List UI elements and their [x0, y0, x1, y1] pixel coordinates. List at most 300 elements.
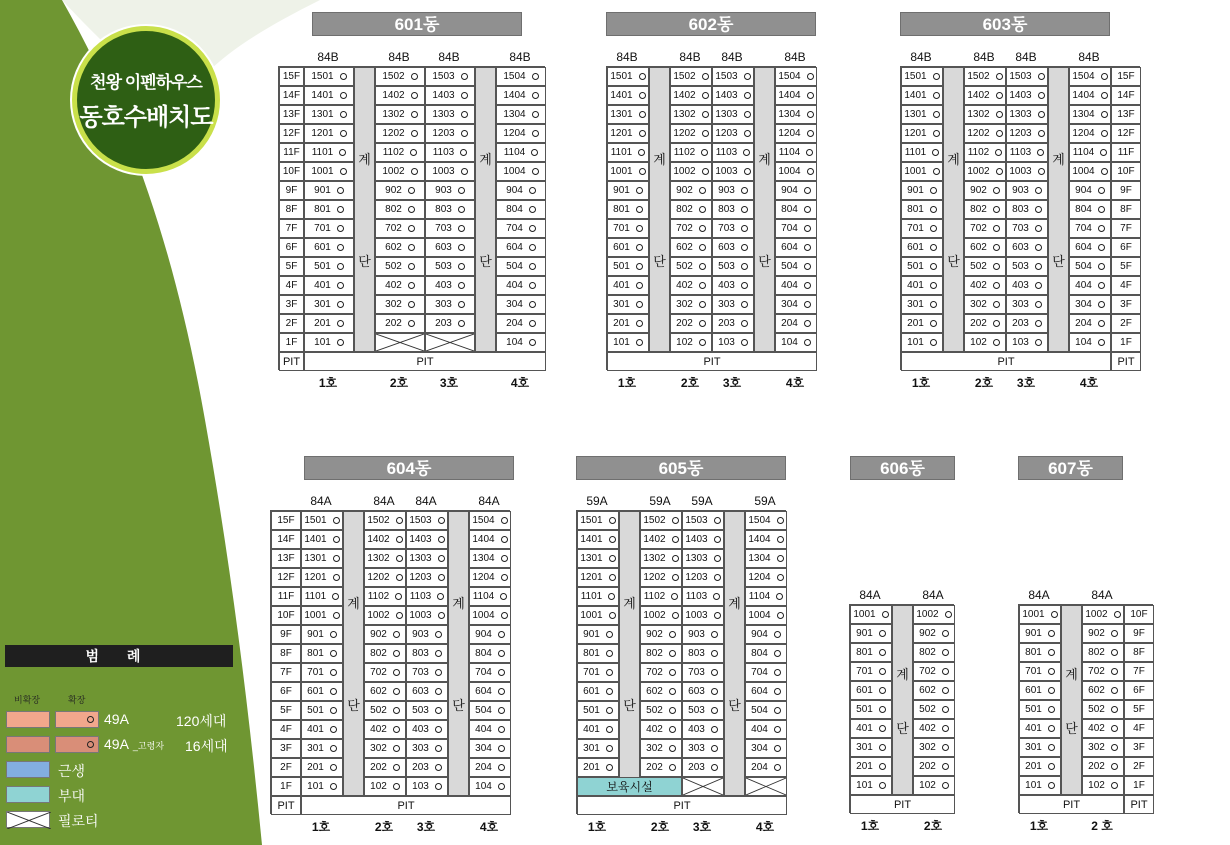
unit-cell[interactable] — [964, 276, 1006, 295]
unit-cell[interactable] — [670, 257, 712, 276]
unit-cell[interactable] — [496, 67, 546, 86]
unit-cell[interactable] — [577, 758, 619, 777]
unit-cell[interactable] — [640, 682, 682, 701]
unit-cell[interactable] — [640, 549, 682, 568]
unit-cell[interactable] — [712, 200, 754, 219]
unit-cell[interactable] — [406, 720, 448, 739]
unit-cell[interactable] — [469, 739, 511, 758]
unit-cell[interactable] — [1069, 67, 1111, 86]
unit-cell[interactable] — [745, 625, 787, 644]
unit-cell[interactable] — [577, 720, 619, 739]
unit-cell[interactable] — [301, 530, 343, 549]
unit-cell[interactable] — [964, 162, 1006, 181]
unit-cell[interactable] — [1006, 124, 1048, 143]
unit-cell[interactable] — [375, 257, 425, 276]
unit-cell[interactable] — [712, 86, 754, 105]
unit-cell[interactable] — [1006, 238, 1048, 257]
unit-cell[interactable] — [640, 606, 682, 625]
unit-cell[interactable] — [1006, 67, 1048, 86]
unit-cell[interactable] — [913, 681, 955, 700]
unit-cell[interactable] — [469, 587, 511, 606]
unit-cell[interactable] — [670, 238, 712, 257]
unit-cell[interactable] — [607, 295, 649, 314]
unit-cell[interactable] — [775, 181, 817, 200]
unit-cell[interactable] — [640, 511, 682, 530]
unit-cell[interactable] — [406, 625, 448, 644]
unit-cell[interactable] — [775, 276, 817, 295]
unit-cell[interactable] — [964, 333, 1006, 352]
unit-cell[interactable] — [745, 663, 787, 682]
unit-cell[interactable] — [364, 701, 406, 720]
unit-cell[interactable] — [301, 511, 343, 530]
unit-cell[interactable] — [640, 644, 682, 663]
unit-cell[interactable] — [469, 701, 511, 720]
unit-cell[interactable] — [375, 67, 425, 86]
unit-cell[interactable] — [607, 257, 649, 276]
unit-cell[interactable] — [775, 314, 817, 333]
unit-cell[interactable] — [682, 758, 724, 777]
unit-cell[interactable] — [304, 124, 354, 143]
unit-cell[interactable] — [364, 530, 406, 549]
unit-cell[interactable] — [775, 257, 817, 276]
unit-cell[interactable] — [364, 720, 406, 739]
unit-cell[interactable] — [301, 663, 343, 682]
unit-cell[interactable] — [745, 549, 787, 568]
unit-cell[interactable] — [850, 643, 892, 662]
unit-cell[interactable] — [682, 720, 724, 739]
unit-cell[interactable] — [607, 124, 649, 143]
unit-cell[interactable] — [607, 333, 649, 352]
unit-cell[interactable] — [607, 238, 649, 257]
unit-cell[interactable] — [496, 143, 546, 162]
unit-cell[interactable] — [406, 663, 448, 682]
unit-cell[interactable] — [1069, 314, 1111, 333]
unit-cell[interactable] — [469, 644, 511, 663]
unit-cell[interactable] — [1019, 738, 1061, 757]
unit-cell[interactable] — [1006, 181, 1048, 200]
unit-cell[interactable] — [304, 276, 354, 295]
unit-cell[interactable] — [304, 162, 354, 181]
unit-cell[interactable] — [901, 219, 943, 238]
unit-cell[interactable] — [1069, 105, 1111, 124]
unit-cell[interactable] — [712, 124, 754, 143]
unit-cell[interactable] — [304, 333, 354, 352]
unit-cell[interactable] — [1019, 624, 1061, 643]
unit-cell[interactable] — [406, 587, 448, 606]
unit-cell[interactable] — [607, 276, 649, 295]
unit-cell[interactable] — [682, 739, 724, 758]
unit-cell[interactable] — [364, 568, 406, 587]
unit-cell[interactable] — [745, 758, 787, 777]
unit-cell[interactable] — [469, 511, 511, 530]
unit-cell[interactable] — [745, 739, 787, 758]
unit-cell[interactable] — [913, 719, 955, 738]
unit-cell[interactable] — [1069, 257, 1111, 276]
unit-cell[interactable] — [375, 219, 425, 238]
unit-cell[interactable] — [712, 219, 754, 238]
unit-cell[interactable] — [607, 181, 649, 200]
unit-cell[interactable] — [1082, 681, 1124, 700]
unit-cell[interactable] — [964, 257, 1006, 276]
unit-cell[interactable] — [577, 606, 619, 625]
unit-cell[interactable] — [913, 757, 955, 776]
unit-cell[interactable] — [901, 124, 943, 143]
unit-cell[interactable] — [850, 700, 892, 719]
unit-cell[interactable] — [364, 682, 406, 701]
unit-cell[interactable] — [712, 257, 754, 276]
unit-cell[interactable] — [304, 86, 354, 105]
unit-cell[interactable] — [1069, 219, 1111, 238]
unit-cell[interactable] — [670, 276, 712, 295]
unit-cell[interactable] — [682, 663, 724, 682]
unit-cell[interactable] — [577, 511, 619, 530]
unit-cell[interactable] — [364, 739, 406, 758]
unit-cell[interactable] — [577, 625, 619, 644]
unit-cell[interactable] — [1082, 757, 1124, 776]
unit-cell[interactable] — [913, 776, 955, 795]
unit-cell[interactable] — [406, 568, 448, 587]
unit-cell[interactable] — [775, 124, 817, 143]
unit-cell[interactable] — [1069, 162, 1111, 181]
unit-cell[interactable] — [775, 143, 817, 162]
unit-cell[interactable] — [682, 701, 724, 720]
unit-cell[interactable] — [712, 276, 754, 295]
unit-cell[interactable] — [496, 86, 546, 105]
unit-cell[interactable] — [712, 314, 754, 333]
unit-cell[interactable] — [901, 238, 943, 257]
unit-cell[interactable] — [850, 605, 892, 624]
unit-cell[interactable] — [496, 105, 546, 124]
unit-cell[interactable] — [469, 720, 511, 739]
unit-cell[interactable] — [1069, 143, 1111, 162]
unit-cell[interactable] — [670, 219, 712, 238]
unit-cell[interactable] — [712, 143, 754, 162]
unit-cell[interactable] — [301, 625, 343, 644]
unit-cell[interactable] — [1019, 757, 1061, 776]
unit-cell[interactable] — [712, 67, 754, 86]
unit-cell[interactable] — [1069, 200, 1111, 219]
unit-cell[interactable] — [1006, 143, 1048, 162]
unit-cell[interactable] — [964, 219, 1006, 238]
unit-cell[interactable] — [496, 314, 546, 333]
unit-cell[interactable] — [712, 105, 754, 124]
unit-cell[interactable] — [682, 606, 724, 625]
unit-cell[interactable] — [901, 162, 943, 181]
unit-cell[interactable] — [577, 663, 619, 682]
unit-cell[interactable] — [301, 606, 343, 625]
unit-cell[interactable] — [607, 67, 649, 86]
unit-cell[interactable] — [304, 257, 354, 276]
unit-cell[interactable] — [640, 625, 682, 644]
unit-cell[interactable] — [913, 662, 955, 681]
unit-cell[interactable] — [775, 200, 817, 219]
unit-cell[interactable] — [964, 295, 1006, 314]
unit-cell[interactable] — [901, 200, 943, 219]
unit-cell[interactable] — [496, 257, 546, 276]
unit-cell[interactable] — [607, 219, 649, 238]
unit-cell[interactable] — [425, 105, 475, 124]
unit-cell[interactable] — [712, 181, 754, 200]
unit-cell[interactable] — [901, 143, 943, 162]
unit-cell[interactable] — [901, 276, 943, 295]
unit-cell[interactable] — [850, 757, 892, 776]
unit-cell[interactable] — [712, 333, 754, 352]
unit-cell[interactable] — [1019, 776, 1061, 795]
unit-cell[interactable] — [375, 295, 425, 314]
unit-cell[interactable] — [375, 200, 425, 219]
unit-cell[interactable] — [577, 739, 619, 758]
unit-cell[interactable] — [364, 758, 406, 777]
unit-cell[interactable] — [670, 333, 712, 352]
unit-cell[interactable] — [1069, 333, 1111, 352]
unit-cell[interactable] — [607, 86, 649, 105]
unit-cell[interactable] — [301, 568, 343, 587]
unit-cell[interactable] — [364, 587, 406, 606]
unit-cell[interactable] — [682, 682, 724, 701]
unit-cell[interactable] — [577, 644, 619, 663]
unit-cell[interactable] — [1069, 276, 1111, 295]
unit-cell[interactable] — [670, 181, 712, 200]
unit-cell[interactable] — [1082, 776, 1124, 795]
unit-cell[interactable] — [1019, 605, 1061, 624]
unit-cell[interactable] — [496, 124, 546, 143]
unit-cell[interactable] — [682, 644, 724, 663]
unit-cell[interactable] — [913, 605, 955, 624]
unit-cell[interactable] — [364, 663, 406, 682]
unit-cell[interactable] — [375, 314, 425, 333]
unit-cell[interactable] — [301, 777, 343, 796]
unit-cell[interactable] — [850, 738, 892, 757]
unit-cell[interactable] — [607, 162, 649, 181]
unit-cell[interactable] — [496, 200, 546, 219]
unit-cell[interactable] — [640, 663, 682, 682]
unit-cell[interactable] — [670, 295, 712, 314]
unit-cell[interactable] — [406, 549, 448, 568]
unit-cell[interactable] — [1019, 643, 1061, 662]
unit-cell[interactable] — [775, 105, 817, 124]
unit-cell[interactable] — [682, 568, 724, 587]
unit-cell[interactable] — [1082, 662, 1124, 681]
unit-cell[interactable] — [469, 549, 511, 568]
unit-cell[interactable] — [304, 219, 354, 238]
unit-cell[interactable] — [375, 276, 425, 295]
unit-cell[interactable] — [425, 181, 475, 200]
unit-cell[interactable] — [850, 719, 892, 738]
unit-cell[interactable] — [425, 67, 475, 86]
unit-cell[interactable] — [775, 86, 817, 105]
unit-cell[interactable] — [375, 86, 425, 105]
unit-cell[interactable] — [670, 162, 712, 181]
unit-cell[interactable] — [640, 720, 682, 739]
unit-cell[interactable] — [1082, 700, 1124, 719]
unit-cell[interactable] — [425, 276, 475, 295]
unit-cell[interactable] — [670, 124, 712, 143]
unit-cell[interactable] — [607, 200, 649, 219]
unit-cell[interactable] — [425, 143, 475, 162]
unit-cell[interactable] — [1082, 624, 1124, 643]
unit-cell[interactable] — [1082, 719, 1124, 738]
unit-cell[interactable] — [1019, 662, 1061, 681]
unit-cell[interactable] — [913, 643, 955, 662]
unit-cell[interactable] — [425, 219, 475, 238]
unit-cell[interactable] — [670, 67, 712, 86]
unit-cell[interactable] — [1006, 295, 1048, 314]
unit-cell[interactable] — [901, 67, 943, 86]
unit-cell[interactable] — [1006, 257, 1048, 276]
unit-cell[interactable] — [640, 758, 682, 777]
unit-cell[interactable] — [775, 238, 817, 257]
unit-cell[interactable] — [577, 549, 619, 568]
unit-cell[interactable] — [607, 105, 649, 124]
unit-cell[interactable] — [496, 276, 546, 295]
unit-cell[interactable] — [901, 314, 943, 333]
unit-cell[interactable] — [964, 200, 1006, 219]
unit-cell[interactable] — [670, 314, 712, 333]
unit-cell[interactable] — [469, 663, 511, 682]
unit-cell[interactable] — [640, 530, 682, 549]
unit-cell[interactable] — [425, 86, 475, 105]
unit-cell[interactable] — [301, 720, 343, 739]
unit-cell[interactable] — [304, 143, 354, 162]
unit-cell[interactable] — [425, 295, 475, 314]
unit-cell[interactable] — [670, 200, 712, 219]
unit-cell[interactable] — [913, 624, 955, 643]
unit-cell[interactable] — [425, 238, 475, 257]
unit-cell[interactable] — [850, 776, 892, 795]
unit-cell[interactable] — [712, 295, 754, 314]
unit-cell[interactable] — [964, 67, 1006, 86]
unit-cell[interactable] — [775, 333, 817, 352]
unit-cell[interactable] — [775, 67, 817, 86]
unit-cell[interactable] — [304, 238, 354, 257]
unit-cell[interactable] — [577, 568, 619, 587]
unit-cell[interactable] — [682, 587, 724, 606]
unit-cell[interactable] — [1069, 238, 1111, 257]
unit-cell[interactable] — [364, 644, 406, 663]
unit-cell[interactable] — [964, 105, 1006, 124]
unit-cell[interactable] — [406, 682, 448, 701]
unit-cell[interactable] — [745, 701, 787, 720]
unit-cell[interactable] — [682, 549, 724, 568]
unit-cell[interactable] — [745, 511, 787, 530]
unit-cell[interactable] — [964, 86, 1006, 105]
unit-cell[interactable] — [640, 739, 682, 758]
unit-cell[interactable] — [1082, 605, 1124, 624]
unit-cell[interactable] — [496, 238, 546, 257]
unit-cell[interactable] — [1019, 681, 1061, 700]
unit-cell[interactable] — [745, 568, 787, 587]
unit-cell[interactable] — [304, 200, 354, 219]
unit-cell[interactable] — [682, 625, 724, 644]
unit-cell[interactable] — [304, 105, 354, 124]
unit-cell[interactable] — [640, 568, 682, 587]
unit-cell[interactable] — [682, 511, 724, 530]
unit-cell[interactable] — [301, 549, 343, 568]
unit-cell[interactable] — [496, 181, 546, 200]
unit-cell[interactable] — [1006, 86, 1048, 105]
unit-cell[interactable] — [496, 295, 546, 314]
unit-cell[interactable] — [577, 530, 619, 549]
unit-cell[interactable] — [1006, 200, 1048, 219]
unit-cell[interactable] — [1069, 124, 1111, 143]
unit-cell[interactable] — [496, 333, 546, 352]
unit-cell[interactable] — [406, 606, 448, 625]
unit-cell[interactable] — [406, 530, 448, 549]
unit-cell[interactable] — [304, 67, 354, 86]
unit-cell[interactable] — [775, 295, 817, 314]
unit-cell[interactable] — [469, 530, 511, 549]
unit-cell[interactable] — [425, 124, 475, 143]
unit-cell[interactable] — [712, 238, 754, 257]
unit-cell[interactable] — [964, 124, 1006, 143]
unit-cell[interactable] — [304, 181, 354, 200]
unit-cell[interactable] — [1006, 333, 1048, 352]
unit-cell[interactable] — [901, 333, 943, 352]
unit-cell[interactable] — [1006, 314, 1048, 333]
unit-cell[interactable] — [577, 682, 619, 701]
unit-cell[interactable] — [712, 162, 754, 181]
unit-cell[interactable] — [850, 681, 892, 700]
unit-cell[interactable] — [375, 162, 425, 181]
unit-cell[interactable] — [607, 314, 649, 333]
unit-cell[interactable] — [682, 530, 724, 549]
unit-cell[interactable] — [406, 758, 448, 777]
unit-cell[interactable] — [469, 625, 511, 644]
unit-cell[interactable] — [301, 587, 343, 606]
unit-cell[interactable] — [577, 701, 619, 720]
unit-cell[interactable] — [301, 739, 343, 758]
unit-cell[interactable] — [964, 314, 1006, 333]
unit-cell[interactable] — [496, 219, 546, 238]
unit-cell[interactable] — [964, 181, 1006, 200]
unit-cell[interactable] — [1006, 219, 1048, 238]
unit-cell[interactable] — [640, 587, 682, 606]
unit-cell[interactable] — [640, 701, 682, 720]
unit-cell[interactable] — [1082, 643, 1124, 662]
unit-cell[interactable] — [406, 511, 448, 530]
unit-cell[interactable] — [670, 86, 712, 105]
unit-cell[interactable] — [913, 700, 955, 719]
unit-cell[interactable] — [364, 625, 406, 644]
unit-cell[interactable] — [406, 644, 448, 663]
unit-cell[interactable] — [406, 777, 448, 796]
unit-cell[interactable] — [304, 295, 354, 314]
unit-cell[interactable] — [301, 644, 343, 663]
unit-cell[interactable] — [469, 682, 511, 701]
unit-cell[interactable] — [964, 238, 1006, 257]
unit-cell[interactable] — [375, 124, 425, 143]
unit-cell[interactable] — [577, 587, 619, 606]
unit-cell[interactable] — [607, 143, 649, 162]
unit-cell[interactable] — [364, 549, 406, 568]
unit-cell[interactable] — [745, 587, 787, 606]
unit-cell[interactable] — [745, 606, 787, 625]
unit-cell[interactable] — [850, 662, 892, 681]
unit-cell[interactable] — [901, 295, 943, 314]
unit-cell[interactable] — [850, 624, 892, 643]
unit-cell[interactable] — [469, 758, 511, 777]
unit-cell[interactable] — [1082, 738, 1124, 757]
unit-cell[interactable] — [745, 644, 787, 663]
unit-cell[interactable] — [406, 701, 448, 720]
unit-cell[interactable] — [964, 143, 1006, 162]
unit-cell[interactable] — [1069, 181, 1111, 200]
unit-cell[interactable] — [1069, 86, 1111, 105]
unit-cell[interactable] — [425, 314, 475, 333]
unit-cell[interactable] — [469, 606, 511, 625]
unit-cell[interactable] — [775, 162, 817, 181]
unit-cell[interactable] — [913, 738, 955, 757]
